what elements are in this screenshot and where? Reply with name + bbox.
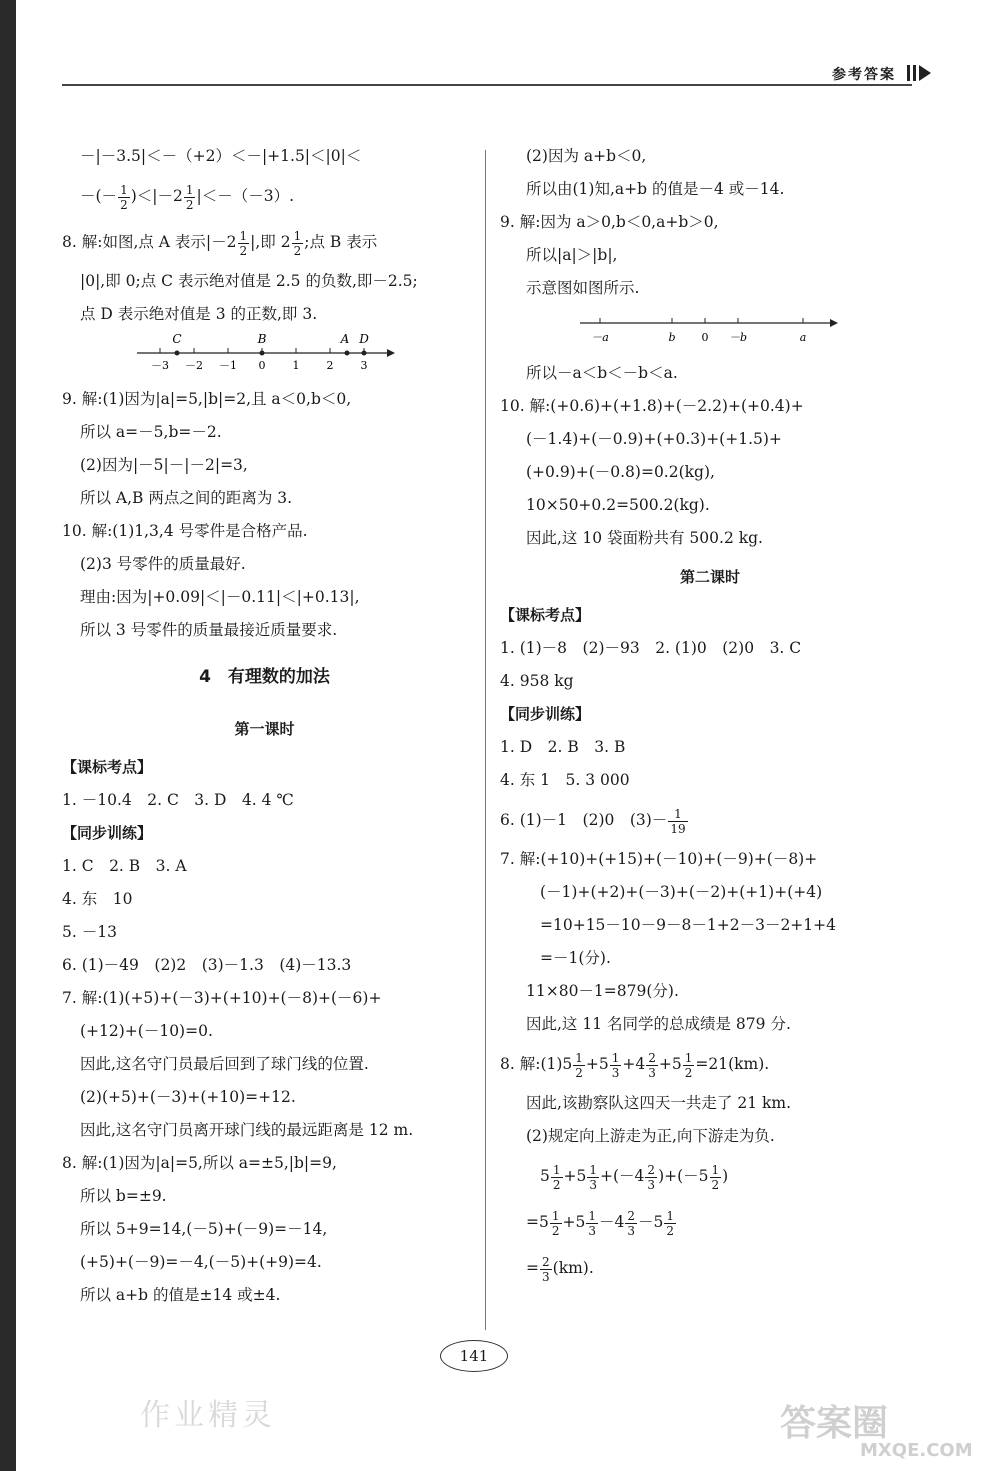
site-watermark-url: MXQE.COM [860,1440,973,1461]
text-line: 10×50+0.2=500.2(kg). [526,496,710,514]
tick-label: 1 [292,359,300,372]
tick-label: 2 [326,359,334,372]
answer-line: 6. (1)－49 (2)2 (3)－1.3 (4)－13.3 [62,956,352,974]
text-line: (+0.9)+(－0.8)=0.2(kg), [526,463,715,481]
answer-line: 1. (1)－8 (2)－93 2. (1)0 (2)0 3. C [500,639,802,657]
answer-line: 8. 解:(1)5 $\frac{1}{2}$ +5 $\frac{1}{3}$ +4 $\frac{2}{3}$ +5 $\frac{1}{2}$ =21(km). [500,1050,770,1080]
question-9-line: 9. 解:(1)因为|a|=5,|b|=2,且 a＜0,b＜0, [62,390,352,408]
equation-line: 5 $\frac{1}{2}$ +5 $\frac{1}{3}$ +(－4 $\frac{2}{3}$ )+(－5 $\frac{1}{2}$ ) [540,1162,729,1192]
text-line: －|－3.5|＜－（+2）＜－|+1.5|＜|0|＜ [80,147,362,165]
text-line: (+12)+(－10)=0. [80,1022,213,1040]
section-title: 4 有理数的加法 [199,667,330,687]
page-binding-edge [0,0,16,1471]
text-line: 因此,这 10 袋面粉共有 500.2 kg. [526,529,763,547]
text-line: －(－ $\frac{1}{2}$ )＜|－2 $\frac{1}{2}$ |＜－（－3）. [80,182,294,212]
answer-line: 4. 东 1 5. 3 000 [500,771,630,789]
text-line: (2)因为|－5|－|－2|=3, [80,456,248,474]
heading-tongbu: 【同步训练】 [62,824,153,842]
header-title: 参考答案 [832,67,896,83]
text-line: |0|,即 0;点 C 表示绝对值是 2.5 的负数,即－2.5; [80,272,418,290]
text-line: 所以 5+9=14,(－5)+(－9)=－14, [80,1220,328,1238]
text-line: 所以 3 号零件的质量最接近质量要求. [80,621,338,639]
text-line: 因此,该勘察队这四天一共走了 21 km. [526,1094,792,1112]
text-line: 点 D 表示绝对值是 3 的正数,即 3. [80,305,318,323]
answer-line: 7. 解:(1)(+5)+(－3)+(+10)+(－8)+(－6)+ [62,989,382,1007]
tick-label: b [668,331,676,344]
lesson-title: 第二课时 [679,568,740,586]
text-line: (2)规定向上游走为正,向下游走为负. [526,1127,775,1145]
text-line: 所以由(1)知,a+b 的值是－4 或－14. [526,180,785,198]
text-line: 所以 a+b 的值是±14 或±4. [80,1286,281,1304]
heading-kebiao: 【课标考点】 [500,606,591,624]
tick-label: 0 [701,331,709,344]
left-column [62,140,467,1312]
text-line: (－1)+(+2)+(－3)+(－2)+(+1)+(+4) [540,883,823,901]
text-line: 所以|a|＞|b|, [526,246,618,264]
number-line-figure [500,305,920,357]
heading-kebiao: 【课标考点】 [62,758,153,776]
text-line: =10+15－10－9－8－1+2－3－2+1+4 [540,916,836,934]
equation-line: = $\frac{2}{3}$ (km). [526,1254,594,1284]
tick-label: －a [591,331,609,344]
text-line: 所以 b=±9. [80,1187,167,1205]
answer-line: 8. 解:(1)因为|a|=5,所以 a=±5,|b|=9, [62,1154,337,1172]
text-line: 所以－a＜b＜－b＜a. [526,364,678,382]
answer-line: 4. 东 10 [62,890,133,908]
text-line: 因此,这 11 名同学的总成绩是 879 分. [526,1015,791,1033]
point-b-label: B [257,332,267,346]
tick-label: －2 [185,359,203,372]
point-d-label: D [359,332,369,346]
text-line: (2)(+5)+(－3)+(+10)=+12. [80,1088,296,1106]
heading-tongbu: 【同步训练】 [500,705,591,723]
question-10-line: 10. 解:(1)1,3,4 号零件是合格产品. [62,522,308,540]
tick-label: －1 [219,359,237,372]
question-8-line: 8. 解:如图,点 A 表示|－2 $\frac{1}{2}$ |,即 2 $\frac{1}{2}$ ;点 B 表示 [62,228,378,258]
site-watermark: 答案圈 [780,1403,889,1444]
number-line-svg [500,305,920,357]
point-c-label: C [172,332,182,346]
stamp-watermark: 作业精灵 [140,1398,276,1433]
text-line: 11×80－1=879(分). [526,982,679,1000]
tick-label: －b [728,331,748,344]
text-line: (+5)+(－9)=－4,(－5)+(+9)=4. [80,1253,322,1271]
answer-line: 1. C 2. B 3. A [62,857,187,875]
tick-label: 0 [258,359,266,372]
point-a-label: A [340,332,350,346]
text-line: (－1.4)+(－0.9)+(+0.3)+(+1.5)+ [526,430,782,448]
equation-line: =5 $\frac{1}{2}$ +5 $\frac{1}{3}$ －4 $\frac{2}{3}$ －5 $\frac{1}{2}$ [526,1208,675,1238]
text-line: 所以 a=－5,b=－2. [80,423,222,441]
text-line: 因此,这名守门员离开球门线的最远距离是 12 m. [80,1121,414,1139]
answer-line: 1. D 2. B 3. B [500,738,626,756]
lesson-title: 第一课时 [234,720,295,738]
page-number: 141 [440,1340,508,1372]
header-rule [62,84,912,86]
text-line: =－1(分). [540,949,611,967]
question-10-line: 10. 解:(+0.6)+(+1.8)+(－2.2)+(+0.4)+ [500,397,804,415]
arrow-ornament-icon [905,62,933,84]
tick-label: －3 [151,359,169,372]
text-line: 因此,这名守门员最后回到了球门线的位置. [80,1055,369,1073]
question-9-line: 9. 解:因为 a＞0,b＜0,a+b＞0, [500,213,719,231]
tick-label: a [799,331,807,344]
number-line-figure [62,331,467,383]
answer-line: 7. 解:(+10)+(+15)+(－10)+(－9)+(－8)+ [500,850,818,868]
answer-line: 1. －10.4 2. C 3. D 4. 4 ℃ [62,791,294,809]
text-line: (2)因为 a+b＜0, [526,147,647,165]
tick-label: 3 [360,359,368,372]
text-line: 所以 A,B 两点之间的距离为 3. [80,489,293,507]
answer-line: 5. －13 [62,923,117,941]
column-divider [485,150,486,1330]
right-column [500,140,920,1291]
text-line: 示意图如图所示. [526,279,640,297]
number-line-svg [62,331,467,383]
text-line: (2)3 号零件的质量最好. [80,555,246,573]
text-line: 理由:因为|+0.09|＜|－0.11|＜|+0.13|, [80,588,360,606]
answer-line: 4. 958 kg [500,672,574,690]
answer-line: 6. (1)－1 (2)0 (3)－ $\frac{1}{19}$ [500,806,686,836]
